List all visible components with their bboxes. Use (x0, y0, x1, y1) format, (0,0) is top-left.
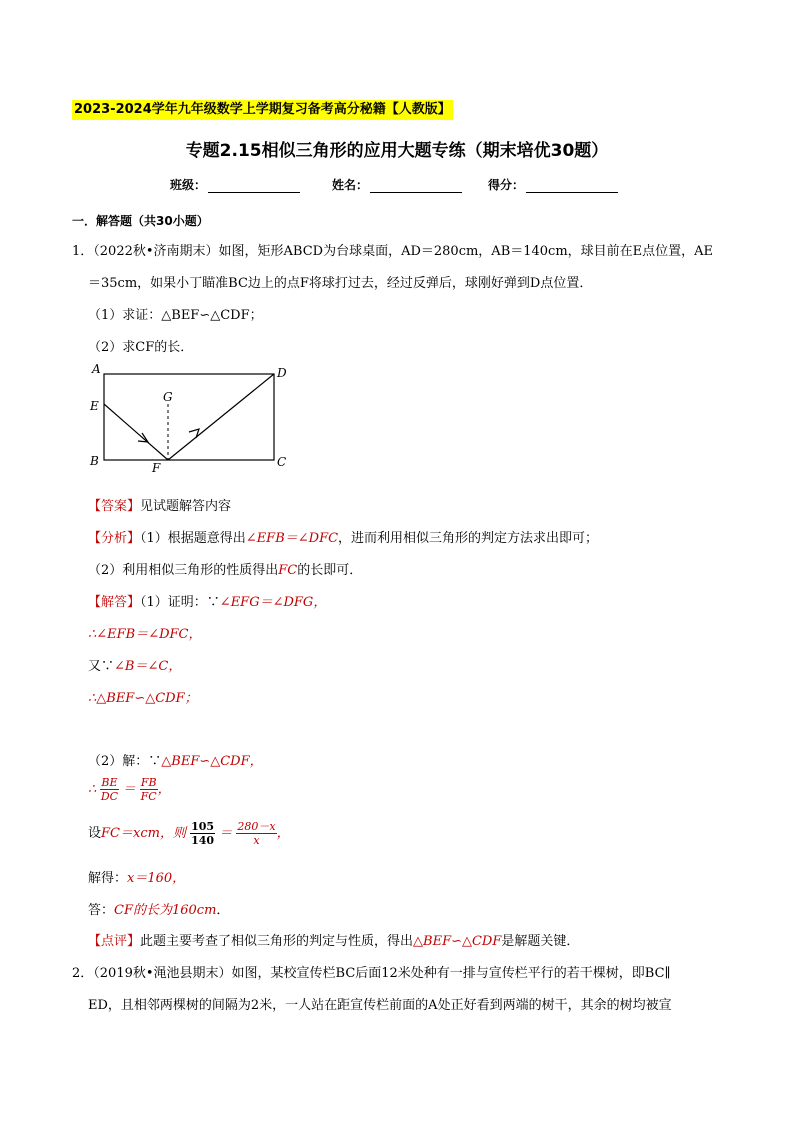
fraction-105-140 (190, 820, 215, 847)
frac-num: FB (140, 776, 157, 789)
solution-row-2: ∴∠EFB＝∠DFC， (88, 627, 202, 642)
score-blank[interactable] (526, 178, 618, 193)
solution-row-6 (88, 776, 171, 803)
class-field (170, 176, 300, 193)
class-blank[interactable] (208, 178, 300, 193)
frac-den: 140 (191, 834, 215, 847)
q1-line2: ＝35cm，如果小丁瞄准BC边上的点F将球打过去，经过反弹后，球刚好弹到D点位置． (88, 276, 593, 291)
sol6-equals: ＝ (122, 782, 136, 797)
table-rectangle (104, 374, 274, 460)
frac-num: 280－x (237, 820, 276, 833)
sol7-then: ，则 (159, 826, 186, 841)
path-fd (168, 374, 274, 460)
q1-line1: 1．（2022秋•济南期末）如图，矩形ABCD为台球桌面，AD＝280cm，AB＝140cm，球目前在E点位置，AE (72, 244, 714, 259)
analysis-text-2a: （2）利用相似三角形的性质得出 (88, 563, 279, 578)
analysis-tag: 【分析】 (88, 531, 141, 546)
answer-text: 见试题解答内容 (140, 499, 232, 514)
sol7-math: FC＝xcm (101, 826, 160, 841)
name-blank[interactable] (370, 178, 462, 193)
q2-line2: ED，且相邻两棵树的间隔为2米，一人站在距宣传栏前面的A处正好看到两端的树干，其余的树均被宣 (88, 998, 672, 1013)
frac-num: 105 (191, 820, 215, 833)
sol8-math: x＝160 (127, 871, 173, 886)
name-label: 姓名： (332, 178, 369, 192)
analysis-text-1c: ，进而利用相似三角形的判定方法求出即可； (338, 531, 599, 546)
sol9-math: CF的长为160cm (114, 903, 217, 918)
solution-row-8 (88, 867, 185, 886)
sol-math-1: ∠EFG＝∠DFG (219, 595, 314, 610)
label-f: F (152, 461, 161, 475)
sol7-equals: ＝ (219, 826, 233, 841)
frac-den: DC (100, 790, 119, 803)
analysis-math-1: ∠EFB＝∠DFC (245, 531, 339, 546)
sol6-comma: ， (157, 782, 171, 797)
analysis-math-2: FC (278, 563, 298, 578)
solution-row-3 (88, 655, 181, 674)
answer-tag: 【答案】 (88, 499, 141, 514)
analysis-text-2c: 的长即可． (297, 563, 363, 578)
frac-num: BE (101, 776, 118, 789)
frac-den: FC (140, 790, 157, 803)
comment-math: △BEF∽△CDF (413, 934, 502, 949)
sol-text-3c: ， (168, 659, 182, 674)
label-d: D (277, 366, 287, 380)
comment-text-c: 是解题关键． (501, 934, 580, 949)
path-ef (104, 404, 168, 460)
sol6-therefore: ∴ (88, 782, 97, 797)
sol-math-3: ∠B＝∠C (114, 659, 169, 674)
analysis-row-1 (88, 527, 598, 546)
score-field (488, 176, 618, 193)
analysis-text-1a: （1）根据题意得出 (140, 531, 246, 546)
label-e: E (90, 399, 99, 413)
comment-tag: 【点评】 (88, 934, 141, 949)
fraction-280-x (236, 820, 276, 847)
q1-part2: （2）求CF的长． (88, 340, 194, 355)
score-label: 得分： (488, 178, 525, 192)
solution-row-1 (88, 591, 326, 610)
sol-text-5c: ， (249, 754, 263, 769)
sol7-comma: ， (276, 826, 290, 841)
label-b: B (90, 454, 99, 468)
frac-den: x (253, 834, 260, 847)
sol-text-1c: ， (313, 595, 327, 610)
billiard-table-figure (86, 360, 296, 476)
class-label: 班级： (170, 178, 207, 192)
solution-tag: 【解答】 (88, 595, 141, 610)
label-g: G (163, 390, 173, 404)
solution-row-5 (88, 750, 263, 769)
fraction-fb-fc (140, 776, 158, 803)
answer-row (88, 495, 231, 514)
series-banner: 2023-2024学年九年级数学上学期复习备考高分秘籍【人教版】 (72, 100, 453, 120)
sol-text-3a: 又∵ (88, 659, 115, 674)
sol9-answer: 答： (88, 903, 115, 918)
sol8-solve: 解得： (88, 871, 128, 886)
label-c: C (277, 455, 287, 469)
q1-part1: （1）求证：△BEF∽△CDF； (88, 308, 263, 323)
comment-row (88, 930, 579, 949)
comment-text-a: 此题主要考查了相似三角形的判定与性质，得出 (140, 934, 414, 949)
sol-text-5a: （2）解：∵ (88, 754, 162, 769)
section-heading: 一．解答题（共30小题） (72, 214, 209, 228)
sol-text-1a: （1）证明：∵ (140, 595, 220, 610)
page-title: 专题2.15相似三角形的应用大题专练（期末培优30题） (185, 141, 609, 161)
solution-row-7 (88, 820, 290, 847)
solution-row-4: ∴△BEF∽△CDF； (88, 691, 198, 706)
sol9-period: ． (216, 903, 230, 918)
solution-row-9 (88, 899, 229, 918)
sol8-comma: ， (172, 871, 186, 886)
sol7-let: 设 (88, 826, 102, 841)
label-a: A (92, 362, 101, 376)
sol-math-5: △BEF∽△CDF (161, 754, 250, 769)
fraction-be-dc (100, 776, 118, 803)
name-field (332, 176, 462, 193)
analysis-row-2 (88, 559, 362, 578)
q2-line1: 2．（2019秋•渑池县期末）如图，某校宣传栏BC后面12米处种有一排与宣传栏平行的若干棵树，即BC∥ (72, 966, 671, 981)
